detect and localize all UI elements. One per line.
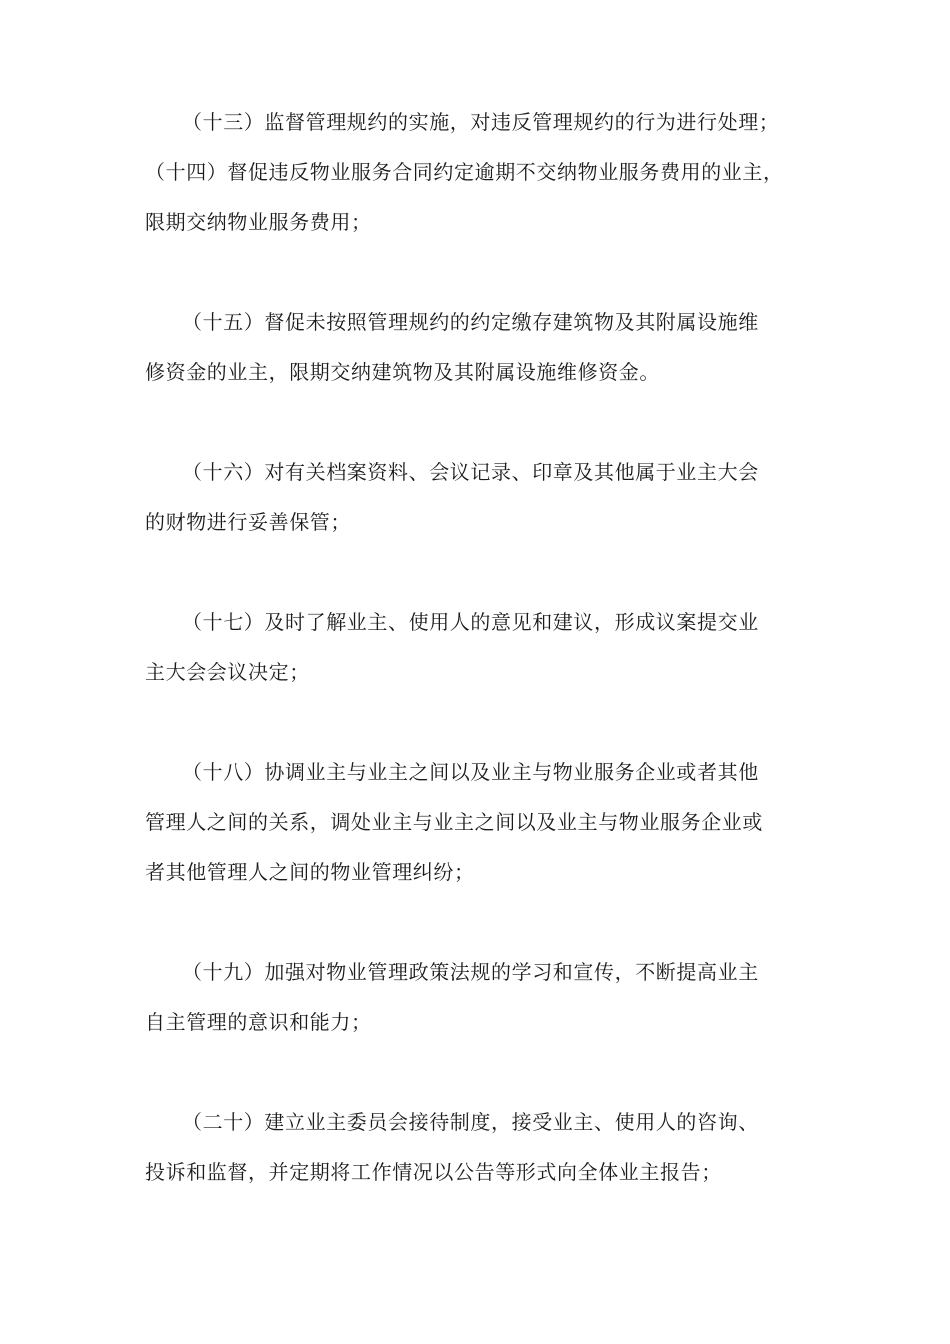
paragraph-20-line-1: （二十）建立业主委员会接待制度，接受业主、使用人的咨询、	[182, 1110, 759, 1134]
paragraph-17-line-2: 主大会会议决定；	[145, 660, 310, 684]
paragraph-18-line-3: 者其他管理人之间的物业管理纠纷；	[145, 860, 475, 884]
paragraph-18-line-1: （十八）协调业主与业主之间以及业主与物业服务企业或者其他	[182, 760, 759, 784]
paragraph-18-line-2: 管理人之间的关系，调处业主与业主之间以及业主与物业服务企业或	[145, 810, 763, 834]
paragraph-16-line-1: （十六）对有关档案资料、会议记录、印章及其他属于业主大会	[182, 460, 759, 484]
paragraph-17-line-1: （十七）及时了解业主、使用人的意见和建议，形成议案提交业	[182, 610, 759, 634]
paragraph-13-line-1: （十三）监督管理规约的实施，对违反管理规约的行为进行处理；	[182, 110, 780, 134]
paragraph-20-line-2: 投诉和监督，并定期将工作情况以公告等形式向全体业主报告；	[145, 1160, 722, 1184]
paragraph-19-line-1: （十九）加强对物业管理政策法规的学习和宣传，不断提高业主	[182, 960, 759, 984]
paragraph-16-line-2: 的财物进行妥善保管；	[145, 510, 351, 534]
paragraph-14-line-1: （十四）督促违反物业服务合同约定逾期不交纳物业服务费用的业主，	[145, 160, 784, 184]
paragraph-15-line-2: 修资金的业主，限期交纳建筑物及其附属设施维修资金。	[145, 360, 660, 384]
paragraph-14-line-2: 限期交纳物业服务费用；	[145, 210, 372, 234]
paragraph-15-line-1: （十五）督促未按照管理规约的约定缴存建筑物及其附属设施维	[182, 310, 759, 334]
paragraph-19-line-2: 自主管理的意识和能力；	[145, 1010, 372, 1034]
